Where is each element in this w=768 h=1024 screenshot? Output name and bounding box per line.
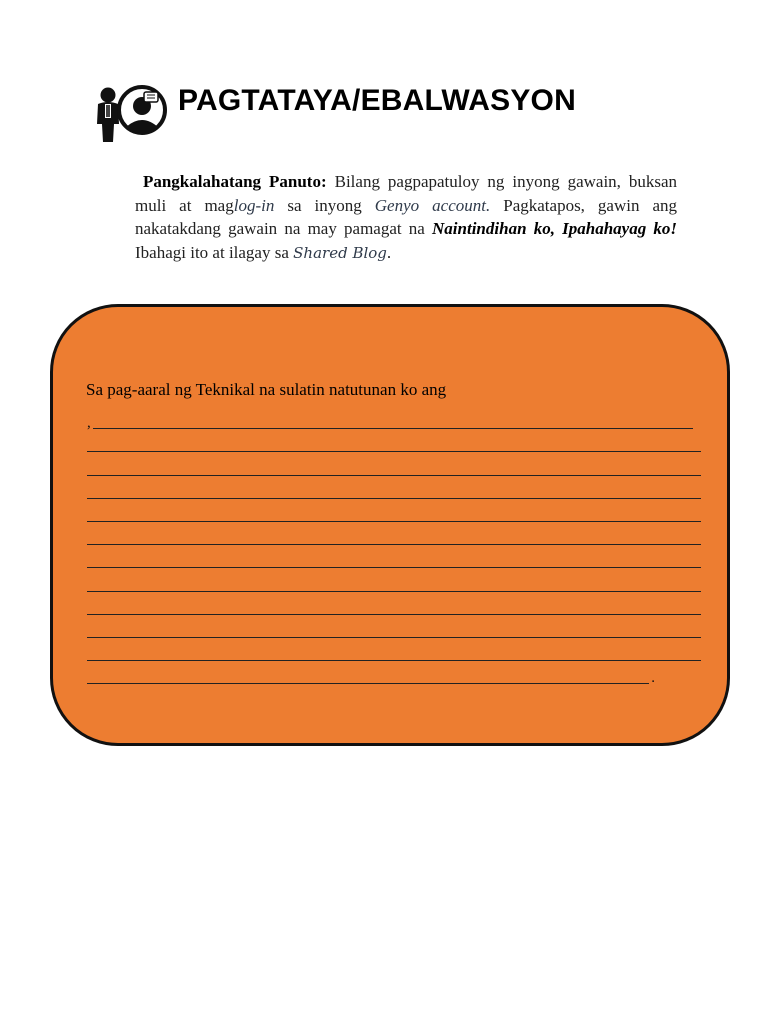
login-word: log-in — [233, 195, 275, 215]
answer-line[interactable] — [87, 458, 701, 481]
instructions-label: Pangkalahatang Panuto: — [142, 172, 327, 191]
answer-lead-mark: , — [87, 415, 91, 432]
answer-line-rule — [87, 637, 701, 638]
answer-line[interactable] — [87, 574, 701, 597]
answer-line-rule — [87, 683, 649, 684]
instructions-text-5: . — [386, 242, 392, 262]
genyo-account: Genyo account. — [374, 195, 491, 215]
instructions-text-3: Pagkatapos, gawin ang nakatakdang gawain na may pamagat na — [135, 195, 678, 238]
answer-line[interactable] — [87, 482, 701, 505]
answer-line[interactable] — [87, 551, 701, 574]
answer-line-rule — [87, 451, 701, 452]
answer-line-rule — [87, 660, 701, 661]
answer-line[interactable] — [87, 598, 701, 621]
instructions-paragraph — [135, 170, 677, 265]
answer-line[interactable] — [87, 667, 701, 690]
answer-lines[interactable] — [87, 412, 701, 690]
page-title: PAGTATAYA/EBALWASYON — [178, 84, 576, 117]
answer-line-rule — [87, 567, 701, 568]
answer-line-rule — [87, 521, 701, 522]
answer-card — [50, 304, 730, 746]
answer-line[interactable] — [87, 528, 701, 551]
answer-end-mark: . — [651, 670, 655, 687]
answer-line[interactable] — [87, 435, 701, 458]
shared-blog: Shared Blog — [293, 243, 387, 262]
instructions-text-1: Bilang pagpapatuloy ng inyong gawain, buksan muli at mag — [135, 172, 678, 215]
evaluation-people-icon — [92, 78, 170, 146]
instructions-text-2: sa inyong — [287, 195, 362, 215]
answer-line-rule — [87, 544, 701, 545]
answer-prompt: Sa pag-aaral ng Teknikal na sulatin natutunan ko ang — [86, 380, 447, 399]
activity-title: Naintindihan ko, Ipahahayag ko! — [432, 219, 677, 238]
answer-line[interactable] — [87, 644, 701, 667]
answer-line-rule — [93, 428, 693, 429]
answer-line-rule — [87, 498, 701, 499]
header — [92, 78, 692, 146]
answer-line[interactable] — [87, 505, 701, 528]
answer-line[interactable] — [87, 621, 701, 644]
instructions-text-4: Ibahagi ito at ilagay sa — [135, 242, 289, 262]
answer-line-rule — [87, 614, 701, 615]
answer-line-rule — [87, 591, 701, 592]
answer-line[interactable] — [87, 412, 701, 435]
answer-line-rule — [87, 475, 701, 476]
